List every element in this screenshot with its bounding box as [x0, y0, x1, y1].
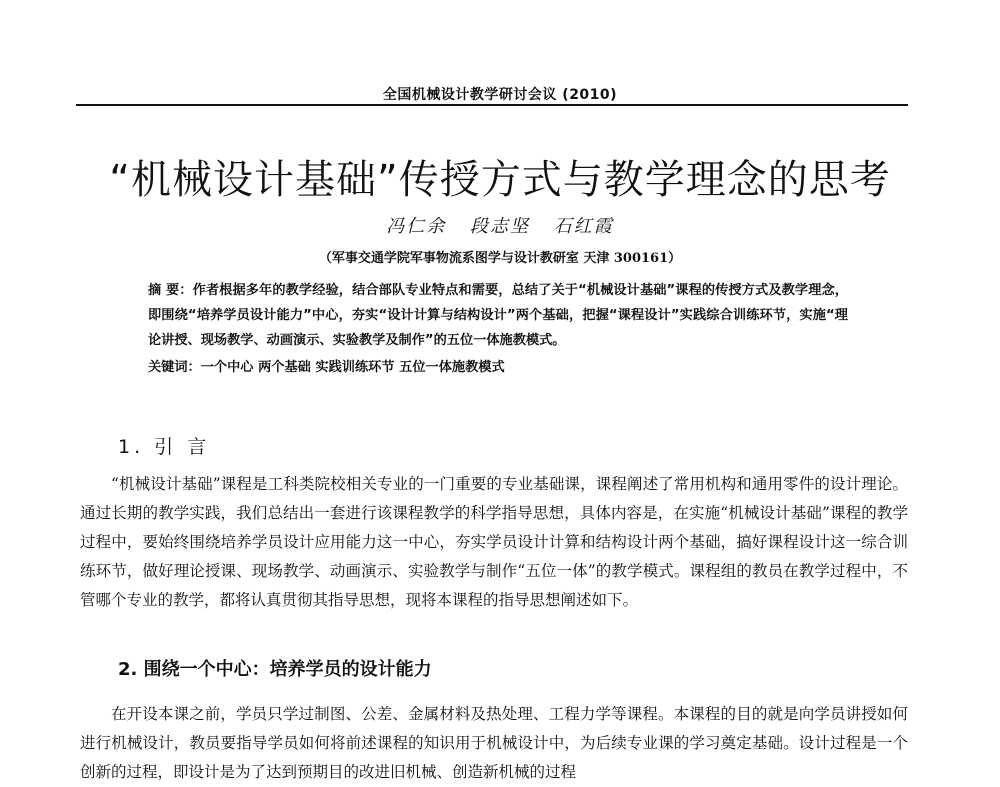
section-body-1: “机械设计基础”课程是工科类院校相关专业的一门重要的专业基础课，课程阐述了常用机构和通用零件的设计理论。通过长期的教学实践，我们总结出一套进行该课程教学的科学指导思想，具体内容是，在实施“机械设计基础”课程的教学过程中，要始终围绕培养学员设计应用能力这一中心，夯实学员设计计算和结构设计两个基础，搞好课程设计这一综合训练环节，做好理论授课、现场教学、动画演示、实验教学与制作“五位一体”的教学模式。课程组的教员在教学过程中，不管哪个专业的教学，都将认真贯彻其指导思想，现将本课程的指导思想阐述如下。: [80, 475, 908, 609]
keywords-paragraph: [148, 355, 848, 380]
section-heading-2: 2. 围绕一个中心：培养学员的设计能力: [118, 659, 432, 680]
keywords-text: 一个中心 两个基础 实践训练环节 五位一体施教模式: [200, 360, 505, 375]
abstract-text: 作者根据多年的教学经验，结合部队专业特点和需要，总结了关于“机械设计基础”课程的传授方式及教学理念，即围绕“培养学员设计能力”中心，夯实“设计计算与结构设计”两个基础，把握“课程设计”实践综合训练环节，实施“理论讲授、现场教学、动画演示、实验教学及制作”的五位一体施教模式。: [148, 283, 848, 348]
paper-affiliation: （军事交通学院军事物流系图学与设计教研室 天津 300161）: [318, 251, 682, 266]
paper-title: “机械设计基础”传授方式与教学理念的思考: [109, 157, 891, 203]
running-header: 全国机械设计教学研讨会议 (2010): [382, 87, 618, 103]
section-heading-1: 1. 引 言: [118, 436, 211, 458]
section-body-2: 在开设本课之前，学员只学过制图、公差、金属材料及热处理、工程力学等课程。本课程的目的就是向学员讲授如何进行机械设计，教员要指导学员如何将前述课程的知识用于机械设计中，为后续专业课的学习奠定基础。设计过程是一个创新的过程，即设计是为了达到预期目的改进旧机械、创造新机械的过程: [80, 705, 908, 781]
abstract-label: 摘 要：: [148, 283, 193, 298]
keywords-label: 关键词：: [148, 360, 201, 375]
abstract-paragraph: [148, 278, 848, 353]
paper-authors: 冯仁余 段志坚 石红霞: [386, 216, 614, 237]
header-rule: [76, 104, 908, 106]
abstract-block: [148, 278, 848, 380]
